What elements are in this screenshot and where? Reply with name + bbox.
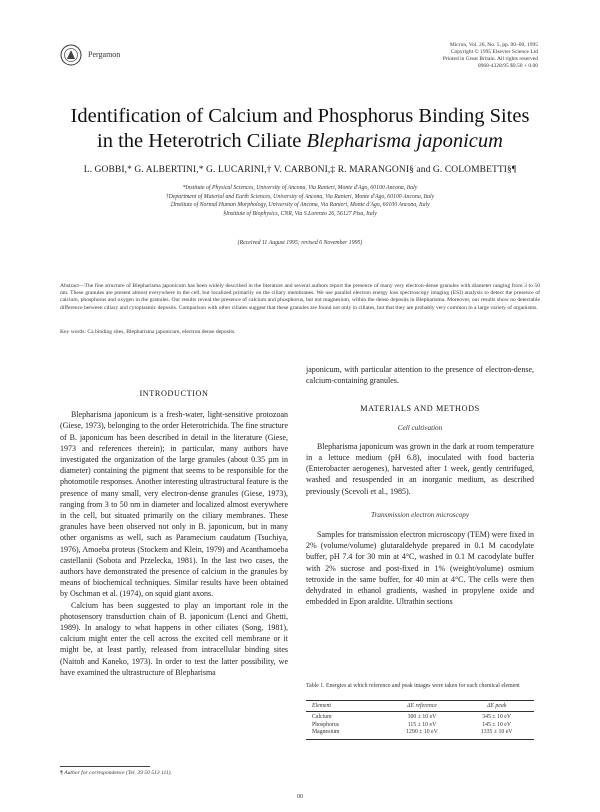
pergamon-logo — [60, 44, 82, 66]
table-caption: Table 1. Energies at which reference and peak images were taken for each chemical element — [306, 683, 520, 689]
journal-line: 0968-4328/95 $9.50 + 0.00 — [477, 63, 538, 69]
table-cell: Calcium — [312, 714, 332, 720]
table-cell: 115 ± 10 eV — [407, 721, 437, 728]
journal-line: Printed in Great Britain. All rights reserved — [442, 56, 538, 62]
received-dates: (Received 11 August 1995; revised 6 November 1995) — [237, 240, 363, 246]
affiliation: *Institute of Physical Sciences, University of Ancona, Via Ranieri, Monte d'Ago, 60100 Ancona, Italy — [182, 185, 418, 191]
table-row — [306, 722, 534, 730]
affiliation: ‡Institute of Normal Human Morphology, University of Ancona, Via Ranieri, Monte d'Ago, 60100 Ancona, Italy — [170, 202, 430, 209]
continuation-paragraph: japonicum, with particular attention to the presence of electron-dense, calcium-containing granules. — [306, 365, 534, 386]
table-cell: 145 ± 10 eV — [482, 721, 512, 728]
table-cell: Phosphorus — [312, 721, 340, 728]
tem-heading: Transmission electron microscopy — [370, 510, 470, 519]
tem-text: Samples for transmission electron microscopy (TEM) were fixed in 2% (volume/volume) glutaraldehyde prepared in 0.1 M cacodylate buffer, pH 7.4 for 30 min at 4°C, washed in 0.1 M cacodylate buffer with 2% sucrose and post-fixed in 1% (weight/volume) osmium tetroxide in the same buffer, for 40 min at 4°C. The cells were then dehydrated in ethanol gradients, washed in propylene oxide and embedded in Epon araldite. Ultrathin sections — [306, 530, 534, 607]
abstract-text: The fine structure of Blepharisma japonicum has been widely described in the literature and several authors report the presence of many very electron-dense granules with diameter ranging from 3 to 50 nm. These granules are present almost everywhere in the cell, but localized primarily on the ciliary membranes. We use parallel electron energy loss spectroscopy imaging (ESI) analysis to detect the presence of calcium, phosphorus and oxygen in the granules. Our results reveal the presence of calcium and phosphorus, but not magnesium, within the dense deposits in Blepharisma. Moreover, our results show no detectable difference between ciliary and cytoplasmic deposits. Comparison with other ciliates suggest that these granules are found not only in ciliates, but that they are probably very common in a large variety of organisms. — [60, 283, 540, 311]
table-header-cell: ΔE peak — [459, 701, 534, 712]
left-column — [60, 388, 288, 678]
energy-table — [306, 700, 534, 740]
keywords-text: Ca binding sites, Blepharisma japonicum, electron dense deposits. — [87, 329, 236, 335]
affiliation: †Department of Material and Earth Sciences, University of Ancona, Via Ranieri, Monte d'Ago, 60100 Ancona, Italy — [165, 193, 435, 200]
page-number: 00 — [297, 794, 303, 800]
table-cell: 345 ± 10 eV — [482, 714, 512, 720]
journal-line: Copyright © 1995 Elsevier Science Ltd — [450, 49, 538, 55]
abstract: Abstract—The fine structure of Blepharisma japonicum has been widely described in the literature and several authors report the presence of many very electron-dense granules with diameter ranging from 3 to 50 nm. These granules are present almost everywhere in the cell, but localized primarily on the ciliary membranes. We use parallel electron energy loss spectroscopy imaging (ESI) analysis to detect the presence of calcium, phosphorus and oxygen in the granules. Our results reveal the presence of calcium and phosphorus, but not magnesium, within the dense deposits in Blepharisma. Moreover, our results show no detectable difference between ciliary and cytoplasmic deposits. Comparison with other ciliates suggest that these granules are found not only in ciliates, but that they are probably very common in a large variety of organisms. — [60, 283, 540, 311]
intro-paragraph-1: Blepharisma japonicum is a fresh-water, light-sensitive protozoan (Giese, 1973), belonging to the order Heterotrichida. The fine structure of B. japonicum has been described in detail in the literature (Giese, 1973 and references therein); in particular, many authors have investigated the organization of the large granules (about 0.35 µm in diameter) containing the pigment that seems to be responsible for the photomotile responses. Another interesting ultrastructural feature is the presence of many small, very electron-dense granules (Giese, 1973), ranging from 3 to 50 nm in diameter and localized almost everywhere in the cell, but situated primarily on the ciliary membranes. These granules have been observed not only in B. japonicum, but in many other organisms as well, such as Paramecium caudatum (Tsuchiya, 1976), Amoeba proteus (Stockem and Klein, 1979) and Acanthamoeba castellanii (Sobota and Przelecka, 1981). In the last two cases, the authors have demonstrated the presence of calcium in the granules by means of biochemical techniques. Similar results have been obtained by Oschman et al. (1974), on squid giant axons. — [60, 410, 288, 599]
introduction-heading: INTRODUCTION — [139, 389, 209, 398]
footnote-rule — [60, 766, 150, 767]
title-line-2 — [40, 129, 560, 154]
table-cell: 1335 ± 10 eV — [459, 729, 534, 739]
table-row — [306, 712, 534, 722]
table-cell: 300 ± 10 eV — [407, 714, 437, 720]
cell-cultivation-text: Blepharisma japonicum was grown in the dark at room temperature in a lettuce medium (pH 6.8), inoculated with food bacteria (Enterobacter aerogenes), harvested after 1 week, gently centrifuged, washed and resuspended in an inorganic medium, as described previously (Scevoli et al., 1985). — [306, 441, 534, 496]
affiliation: §Institute of Biophysics, CNR, Via S.Lorenzo 26, 56127 Pisa, Italy — [223, 210, 377, 217]
table-cell: 1290 ± 10 eV — [385, 729, 460, 739]
materials-methods-heading: MATERIALS AND METHODS — [360, 404, 480, 414]
abstract-label: Abstract — [60, 283, 79, 289]
keywords-label: Key words — [60, 329, 85, 335]
author-list: L. GOBBI,* G. ALBERTINI,* G. LUCARINI,† V. CARBONI,‡ R. MARANGONI§ and G. COLOMBETTI§¶ — [83, 165, 517, 175]
title-line-2-prefix: in the Heterotrich Ciliate — [97, 130, 307, 152]
journal-line: Micron, Vol. 26, No. 5, pp. 00–00, 1995 — [449, 42, 538, 48]
cell-cultivation-heading: Cell cultivation — [397, 423, 443, 432]
table-header-row — [306, 701, 534, 712]
title-line-1: Identification of Calcium and Phosphorus Binding Sites — [70, 105, 530, 127]
table-header-cell: Element — [306, 701, 385, 712]
table-row — [306, 729, 534, 739]
keywords: Key words: Ca binding sites, Blepharisma japonicum, electron dense deposits. — [60, 329, 236, 335]
intro-paragraph-2: Calcium has been suggested to play an important role in the photosensory transduction chain of B. japonicum (Lenci and Ghetti, 1989). In analogy to what happens in other ciliates (Song, 1981), calcium might enter the cell across the excited cell membrane or it might be, at least partly, released from intracellular binding sites (Naitoh and Kaneko, 1973). In order to test the latter possibility, we have examined the ultrastructure of Blepharisma — [60, 600, 288, 677]
title-species: Blepharisma japonicum — [306, 130, 503, 152]
paper-title — [40, 104, 560, 154]
affiliations — [60, 184, 540, 218]
journal-info — [443, 42, 538, 70]
table-cell: Magnesium — [306, 729, 385, 739]
footnote: ¶ Author for correspondence (Tel. 39 50 513 111). — [60, 770, 172, 776]
right-column — [306, 364, 534, 607]
publisher-name: Pergamon — [88, 50, 121, 59]
table-header-cell: ΔE reference — [385, 701, 460, 712]
